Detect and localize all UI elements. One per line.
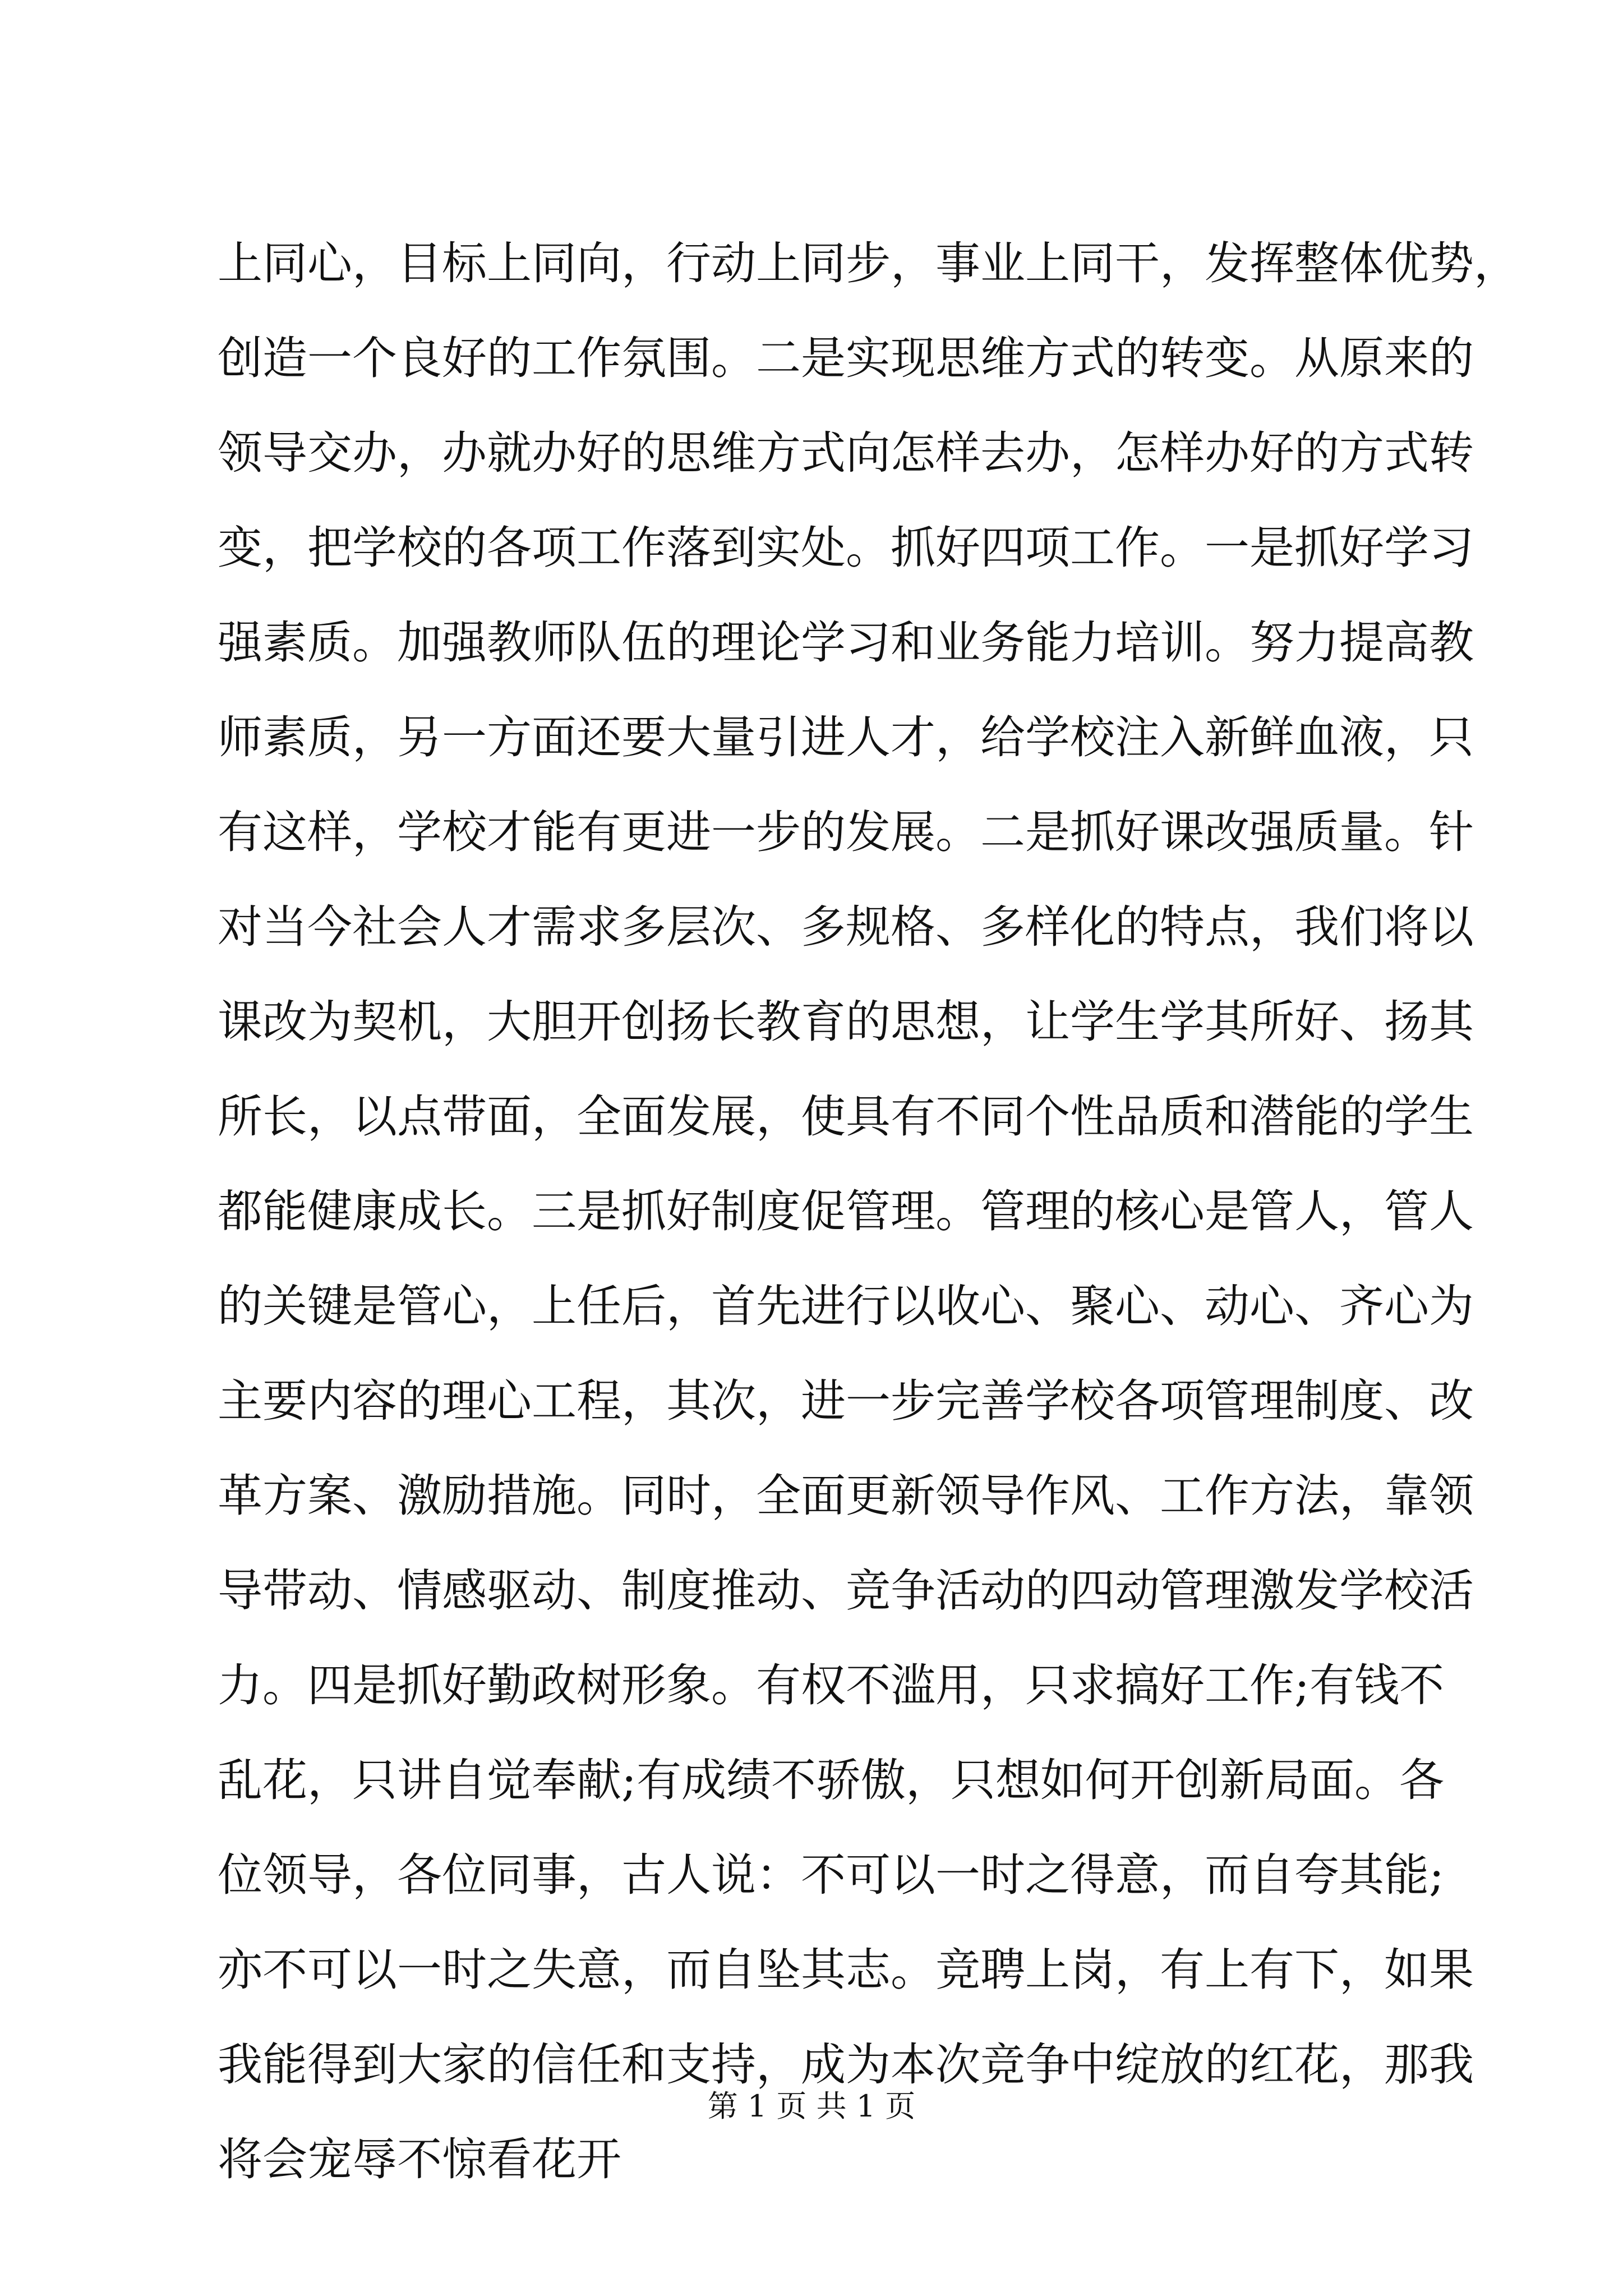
text-line-21: 将会宠辱不惊看花开	[218, 2133, 621, 2185]
text-line-9: 课改为契机，大胆开创扬长教育的思想，让学生学其所好、扬其	[218, 996, 1474, 1048]
text-line-13: 主要内容的理心工程，其次，进一步完善学校各项管理制度、改	[218, 1375, 1474, 1427]
text-line-5: 强素质。加强教师队伍的理论学习和业务能力培训。努力提高教	[218, 616, 1474, 669]
text-line-8: 对当今社会人才需求多层次、多规格、多样化的特点，我们将以	[218, 901, 1474, 953]
text-line-16: 力。四是抓好勤政树形象。有权不滥用，只求搞好工作;有钱不	[218, 1659, 1444, 1711]
text-line-18: 位领导，各位同事，古人说：不可以一时之得意，而自夸其能;	[218, 1849, 1444, 1901]
text-line-7: 有这样，学校才能有更进一步的发展。二是抓好课改强质量。针	[218, 806, 1474, 858]
text-line-10: 所长，以点带面，全面发展，使具有不同个性品质和潜能的学生	[218, 1091, 1474, 1143]
text-line-19: 亦不可以一时之失意，而自坠其志。竞聘上岗，有上有下，如果	[218, 1944, 1474, 1996]
text-line-12: 的关键是管心，上任后，首先进行以收心、聚心、动心、齐心为	[218, 1280, 1474, 1332]
text-line-15: 导带动、情感驱动、制度推动、竞争活动的四动管理激发学校活	[218, 1565, 1474, 1617]
text-line-3: 领导交办，办就办好的思维方式向怎样去办，怎样办好的方式转	[218, 427, 1474, 479]
text-line-2: 创造一个良好的工作氛围。二是实现思维方式的转变。从原来的	[218, 332, 1474, 384]
text-line-20: 我能得到大家的信任和支持，成为本次竞争中绽放的红花，那我	[218, 2039, 1474, 2091]
page-footer: 第 1 页 共 1 页	[707, 2088, 916, 2124]
body-text	[218, 216, 1519, 2207]
text-line-1: 上同心，目标上同向，行动上同步，事业上同干，发挥整体优势，	[218, 237, 1519, 289]
text-line-17: 乱花，只讲自觉奉献;有成绩不骄傲，只想如何开创新局面。各	[218, 1754, 1444, 1806]
text-line-14: 革方案、激励措施。同时，全面更新领导作风、工作方法，靠领	[218, 1470, 1474, 1522]
text-line-6: 师素质，另一方面还要大量引进人才，给学校注入新鲜血液，只	[218, 711, 1474, 763]
text-line-11: 都能健康成长。三是抓好制度促管理。管理的核心是管人，管人	[218, 1185, 1474, 1237]
text-line-4: 变，把学校的各项工作落到实处。抓好四项工作。一是抓好学习	[218, 522, 1474, 574]
